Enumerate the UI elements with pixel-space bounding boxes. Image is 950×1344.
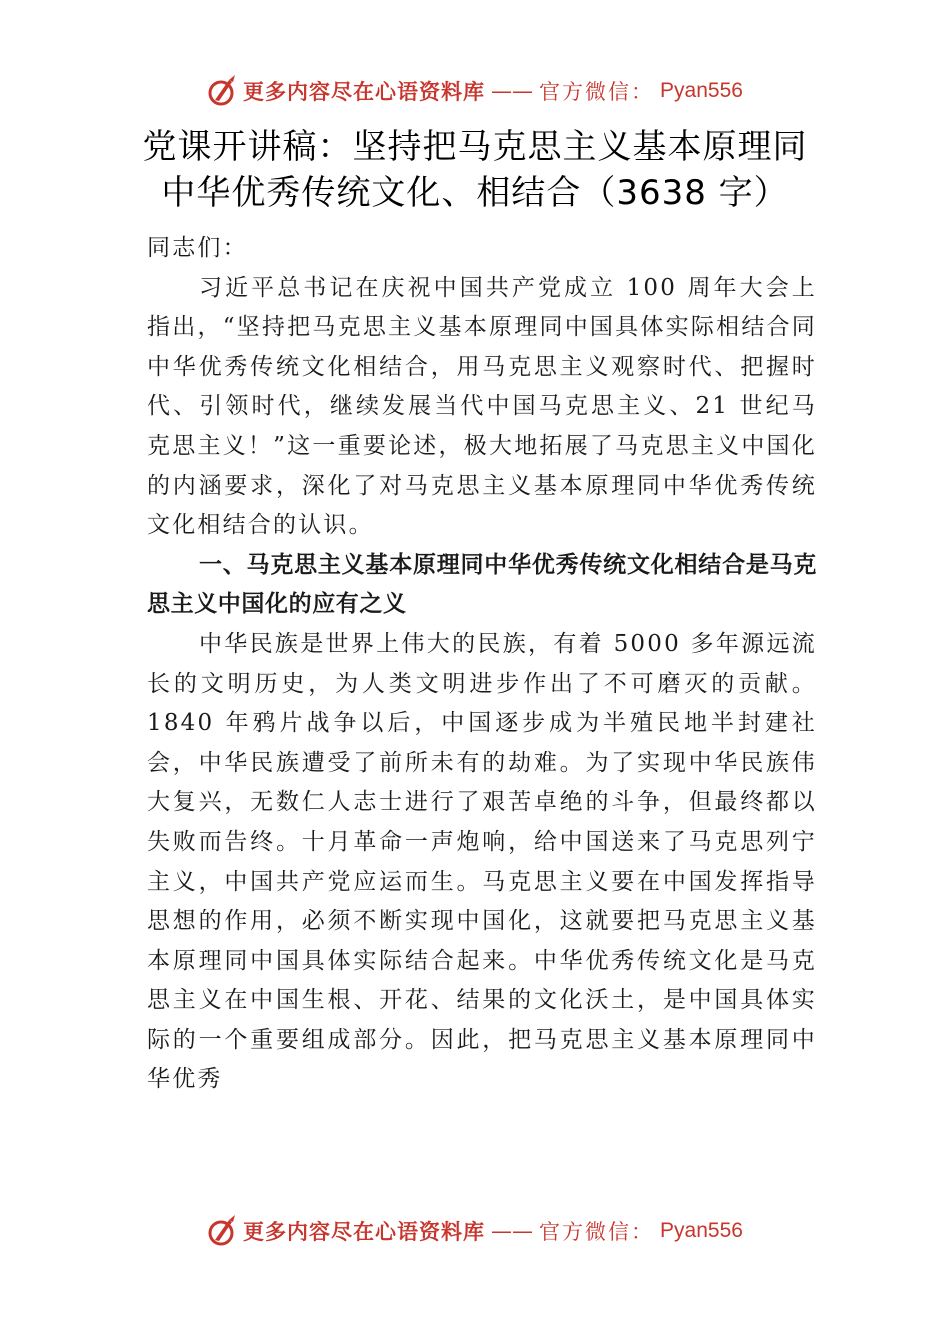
- section-heading-1: 一、马克思主义基本原理同中华优秀传统文化相结合是马克思主义中国化的应有之义: [147, 551, 817, 618]
- footer-watermark: [0, 1214, 950, 1248]
- body-paragraph-1: 习近平总书记在庆祝中国共产党成立 100 周年大会上指出，“坚持把马克思主义基本原理同中国具体实际相结合同中华优秀传统文化相结合，用马克思主义观察时代、把握时代、引领时代，继续发展当代中国马克思主义、21 世纪马克思主义！”这一重要论述，极大地拓展了马克思主义中国化的内涵要求，深化了对马克思主义基本原理同中华优秀传统文化相结合的认识。: [147, 274, 817, 539]
- body-paragraph-2: 中华民族是世界上伟大的民族，有着 5000 多年源远流长的文明历史，为人类文明进步作出了不可磨灭的贡献。1840 年鸦片战争以后，中国逐步成为半殖民地半封建社会，中华民族遭受了前所未有的劫难。为了实现中华民族伟大复兴，无数仁人志士进行了艰苦卓绝的斗争，但最终都以失败而告终。十月革命一声炮响，给中国送来了马克思列宁主义，中国共产党应运而生。马克思主义要在中国发挥指导思想的作用，必须不断实现中国化，这就要把马克思主义基本原理同中国具体实际结合起来。中华优秀传统文化是马克思主义在中国生根、开花、结果的文化沃土，是中国具体实际的一个重要组成部分。因此，把马克思主义基本原理同中华优秀: [147, 630, 817, 1093]
- document-title: [60, 124, 890, 216]
- watermark-wechat-id: Pyan556: [660, 1219, 743, 1242]
- watermark-label: 官方微信：: [539, 80, 655, 104]
- quill-pen-circle-icon: [207, 1214, 237, 1248]
- header-watermark: [0, 74, 950, 108]
- quill-pen-circle-icon: [207, 74, 237, 108]
- watermark-wechat-id: Pyan556: [660, 79, 743, 102]
- watermark-separator: ——: [491, 1219, 534, 1243]
- document-body: [147, 229, 817, 1100]
- watermark-separator: ——: [491, 79, 534, 103]
- watermark-brand: 更多内容尽在心语资料库: [243, 1220, 486, 1244]
- title-line-1: 党课开讲稿：坚持把马克思主义基本原理同: [142, 127, 808, 167]
- watermark-label: 官方微信：: [539, 1220, 655, 1244]
- watermark-brand: 更多内容尽在心语资料库: [243, 80, 486, 104]
- title-line-2: 中华优秀传统文化、相结合（3638 字）: [161, 173, 789, 213]
- salutation: 同志们：: [147, 235, 248, 261]
